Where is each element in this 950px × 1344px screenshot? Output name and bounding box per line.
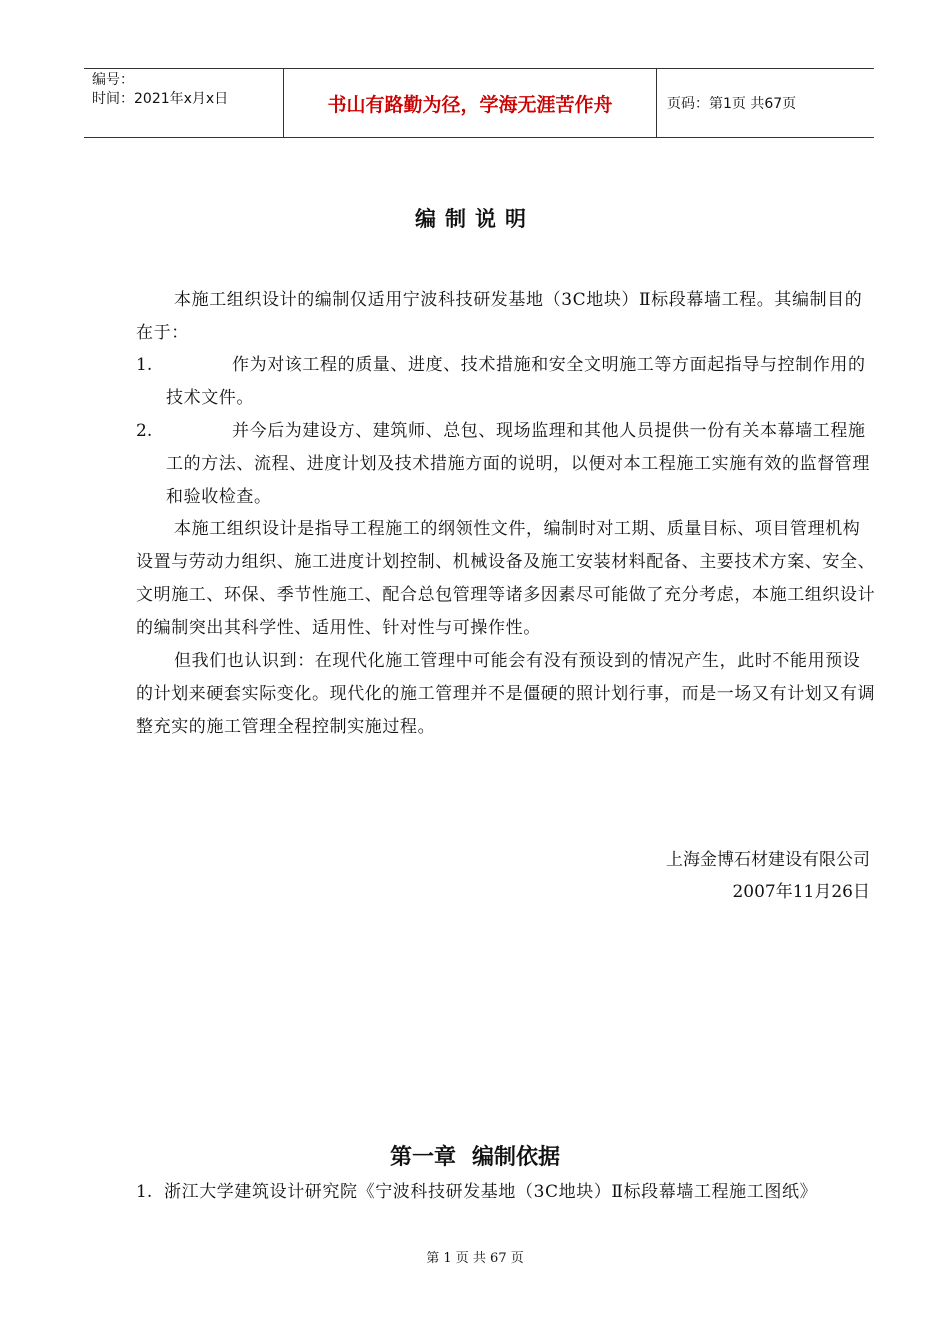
time-label: 时间：2021年x月x日 bbox=[92, 91, 229, 107]
chapter-name: 编制依据 bbox=[472, 1145, 561, 1170]
page-footer: 第 1 页 共 67 页 bbox=[426, 1251, 524, 1266]
list-number-1: 1. bbox=[136, 355, 153, 375]
chapter-heading bbox=[0, 1140, 950, 1171]
document-header bbox=[84, 68, 874, 138]
intro-paragraph: 本施工组织设计的编制仅适用宁波科技研发基地（3C地块）Ⅱ标段幕墙工程。其编制目的在于： bbox=[136, 290, 863, 343]
header-page-cell bbox=[657, 69, 874, 137]
list-item-1: 作为对该工程的质量、进度、技术措施和安全文明施工等方面起指导与控制作用的技术文件。 bbox=[166, 355, 866, 408]
body-paragraph-2: 本施工组织设计是指导工程施工的纲领性文件，编制时对工期、质量目标、项目管理机构设置与劳动力组织、施工进度计划控制、机械设备及施工安装材料配备、主要技术方案、安全、文明施工、环保、季节性施工、配合总包管理等诸多因素尽可能做了充分考虑，本施工组织设计的编制突出其科学性、适用性、针对性与可操作性。 bbox=[136, 519, 876, 638]
header-page-info: 页码：第1页 共67页 bbox=[667, 96, 797, 112]
list-item-2: 并今后为建设方、建筑师、总包、现场监理和其他人员提供一份有关本幕墙工程施工的方法、流程、进度计划及技术措施方面的说明，以便对本工程施工实施有效的监督管理和验收检查。 bbox=[166, 421, 870, 507]
signature-date: 2007年11月26日 bbox=[732, 882, 870, 902]
header-meta-cell bbox=[84, 69, 284, 137]
list-number-2: 2. bbox=[136, 421, 153, 441]
header-motto: 书山有路勤为径，学海无涯苦作舟 bbox=[327, 93, 613, 116]
basis-item-1: 浙江大学建筑设计研究院《宁波科技研发基地（3C地块）Ⅱ标段幕墙工程施工图纸》 bbox=[164, 1182, 818, 1202]
page-title: 编制说明 bbox=[415, 207, 535, 231]
body-paragraph-3: 但我们也认识到：在现代化施工管理中可能会有没有预设到的情况产生，此时不能用预设的计划来硬套实际变化。现代化的施工管理并不是僵硬的照计划行事，而是一场又有计划又有调整充实的施工管理全程控制实施过程。 bbox=[136, 651, 876, 737]
basis-number-1: 1. bbox=[136, 1182, 153, 1202]
chapter-number: 第一章 bbox=[389, 1145, 456, 1170]
number-label: 编号： bbox=[92, 72, 134, 88]
company-signature: 上海金博石材建设有限公司 bbox=[666, 850, 870, 870]
header-motto-cell bbox=[284, 69, 657, 137]
